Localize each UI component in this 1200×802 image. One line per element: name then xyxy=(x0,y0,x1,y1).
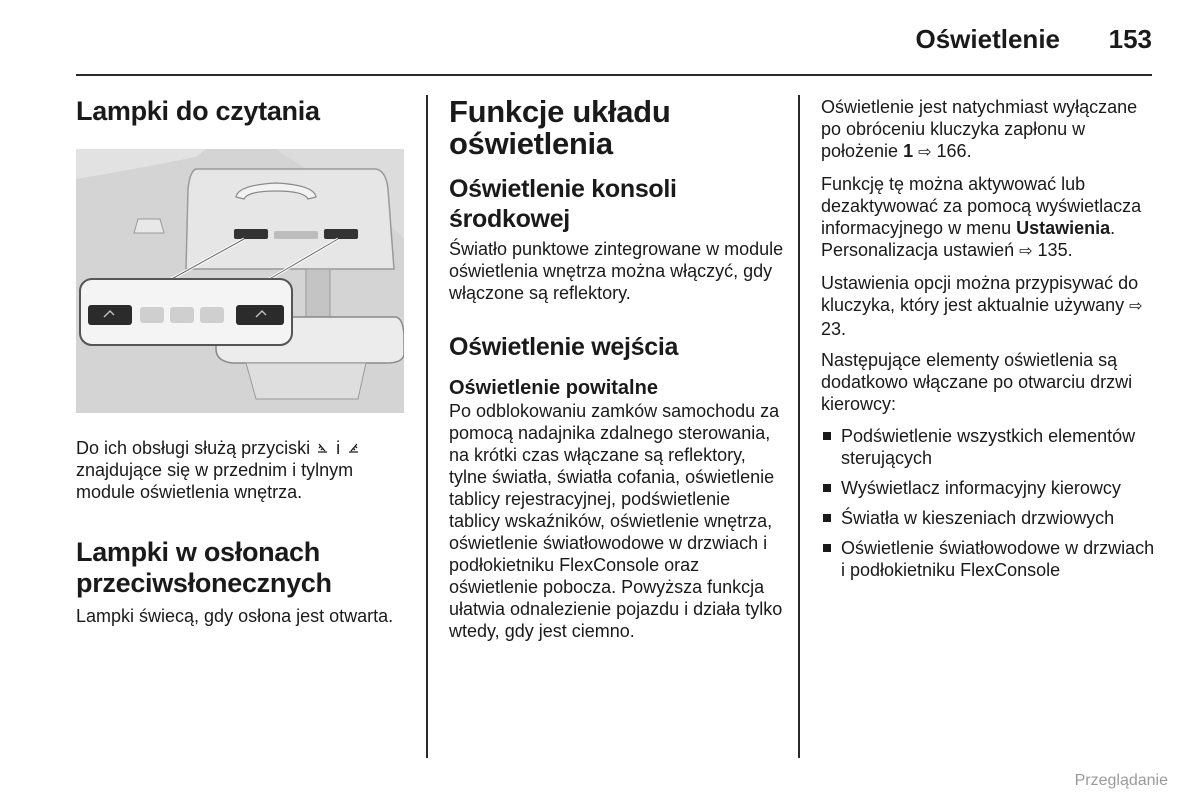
page-reference-icon: ⇨ xyxy=(918,144,932,161)
ignition-off-paragraph: Oświetlenie jest natychmiast wyłączane po obróceniu kluczyka zapłonu w położenie 1 ⇨ 166. xyxy=(821,97,1138,161)
heading-welcome-lighting: Oświetlenie powitalne xyxy=(449,377,658,399)
page-reference-icon: ⇨ xyxy=(1129,298,1143,315)
center-console-paragraph: Światło punktowe zintegrowane w module oświetlenia wnętrza można włączyć, gdy włączone są reflektory. xyxy=(449,239,784,303)
reading-lamp-paragraph: Do ich obsługi służą przyciski i znajdujące się w przednim i tylnym module oświetlenia wnętrza. xyxy=(76,437,410,503)
heading-lighting-functions: Funkcje układu oświetlenia xyxy=(449,94,671,161)
page-number: 153 xyxy=(1108,24,1152,54)
heading-center-console-lighting: Oświetlenie konsoli środkowej xyxy=(449,175,677,233)
page-reference-icon: ⇨ xyxy=(1019,243,1033,260)
heading-entry-lighting: Oświetlenie wejścia xyxy=(449,333,679,361)
column-1 xyxy=(76,96,410,627)
driver-door-paragraph: Następujące elementy oświetlenia są dodatkowo włączane po otwarciu drzwi kierowcy: xyxy=(821,350,1133,414)
column-divider-1 xyxy=(426,95,428,758)
welcome-lighting-paragraph: Po odblokowaniu zamków samochodu za pomocą nadajnika zdalnego sterowania, na krótki czas włączane są reflektory, tylne światła, światła cofania, oświetlenie tablicy rejestracyjnej, podświetlenie tablicy wskaźników, oświetlenie wnętrza, oświetlenie światłowodowe w drzwiach i podłokietniku FlexConsole oraz oświetlenie pobocza. Powyższa funkcja ułatwia odnalezienie pojazdu i działa tylko wtedy, gdy jest ciemno. xyxy=(449,401,783,641)
sun-visor-paragraph: Lampki świecą, gdy osłona jest otwarta. xyxy=(76,606,394,626)
list-item: Oświetlenie światłowodowe w drzwiach i podłokietniku FlexConsole xyxy=(821,537,1155,581)
reading-lamp-left-icon xyxy=(315,440,331,456)
bullet-square-icon xyxy=(823,432,831,440)
list-item: Podświetlenie wszystkich elementów sterujących xyxy=(821,425,1155,469)
bullet-square-icon xyxy=(823,514,831,522)
settings-menu-paragraph: Funkcję tę można aktywować lub dezaktywować za pomocą wyświetlacza informacyjnego w menu Ustawienia. Personalizacja ustawień ⇨ 135. xyxy=(821,174,1142,260)
lighting-elements-list xyxy=(821,425,1155,581)
key-assignment-paragraph: Ustawienia opcji można przypisywać do kluczyka, który jest aktualnie używany ⇨ 23. xyxy=(821,273,1143,339)
heading-reading-lamps: Lampki do czytania xyxy=(76,96,320,126)
bullet-square-icon xyxy=(823,484,831,492)
section-title: Oświetlenie xyxy=(915,24,1060,54)
footer-link[interactable]: Przeglądanie xyxy=(1074,772,1168,789)
list-item: Światła w kieszeniach drzwiowych xyxy=(821,507,1155,529)
column-divider-2 xyxy=(798,95,800,758)
page-header xyxy=(0,0,1200,80)
heading-sun-visor-lamps: Lampki w osłonach przeciwsłonecznych xyxy=(76,537,332,598)
lamp-module-drawing xyxy=(76,149,404,413)
header-rule xyxy=(76,74,1152,76)
column-2 xyxy=(449,96,785,642)
list-item: Wyświetlacz informacyjny kierowcy xyxy=(821,477,1155,499)
reading-lamp-illustration xyxy=(76,149,404,413)
reading-lamp-right-icon xyxy=(345,440,361,456)
column-3 xyxy=(821,96,1155,589)
bullet-square-icon xyxy=(823,544,831,552)
